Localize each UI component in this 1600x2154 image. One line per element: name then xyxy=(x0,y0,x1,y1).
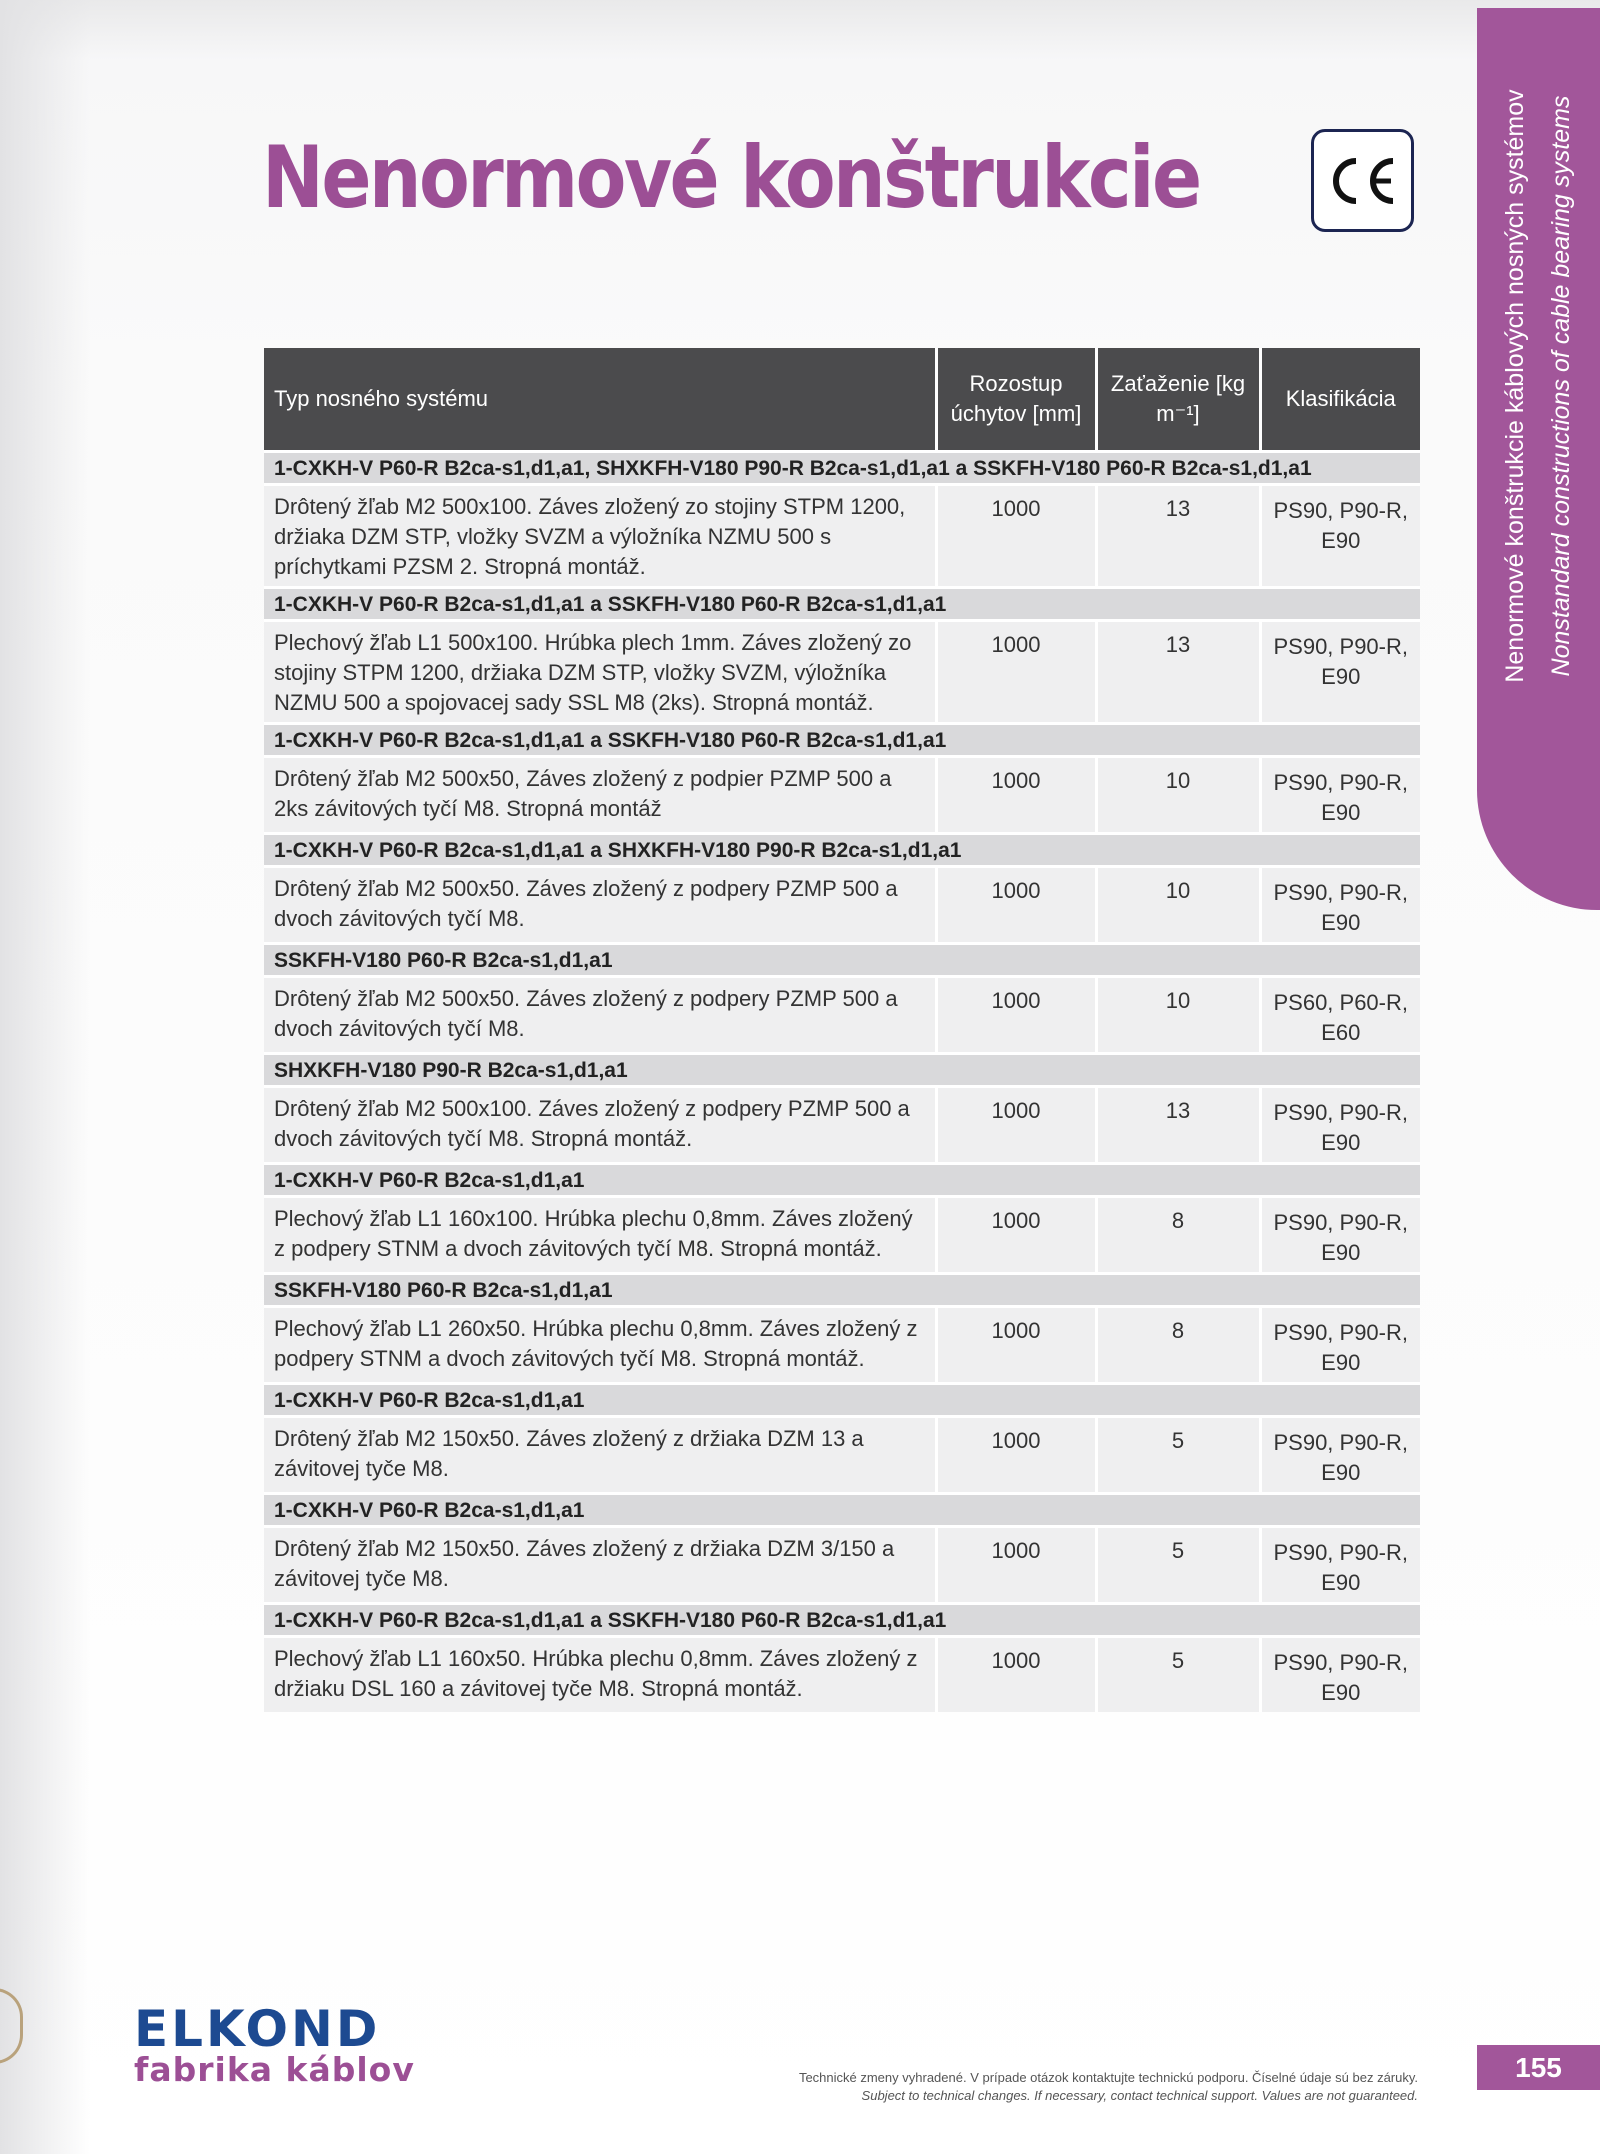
row-spacing: 1000 xyxy=(936,1087,1096,1164)
table-row xyxy=(264,621,1420,724)
row-description: Drôtený žľab M2 500x50. Záves zložený z podpery PZMP 500 a dvoch závitových tyčí M8. xyxy=(264,977,936,1054)
row-spacing: 1000 xyxy=(936,621,1096,724)
table-group-row xyxy=(264,1604,1420,1637)
table-row xyxy=(264,1637,1420,1713)
system-designation: 1-CXKH-V P60-R B2ca-s1,d1,a1 xyxy=(264,1384,1420,1417)
row-load: 13 xyxy=(1096,621,1260,724)
row-load: 10 xyxy=(1096,867,1260,944)
row-description: Plechový žľab L1 260x50. Hrúbka plechu 0,8mm. Záves zložený z podpery STNM a dvoch závitových tyčí M8. Stropná montáž. xyxy=(264,1307,936,1384)
table-row xyxy=(264,485,1420,588)
row-load: 8 xyxy=(1096,1307,1260,1384)
row-load: 13 xyxy=(1096,485,1260,588)
row-load: 5 xyxy=(1096,1527,1260,1604)
table-row xyxy=(264,1417,1420,1494)
row-description: Drôtený žľab M2 150x50. Záves zložený z držiaka DZM 13 a závitovej tyče M8. xyxy=(264,1417,936,1494)
row-description: Plechový žľab L1 160x50. Hrúbka plechu 0,8mm. Záves zložený z držiaku DSL 160 a závitovej tyče M8. Stropná montáž. xyxy=(264,1637,936,1713)
system-designation: SHXKFH-V180 P90-R B2ca-s1,d1,a1 xyxy=(264,1054,1420,1087)
page-title: Nenormové konštrukcie xyxy=(262,128,1200,228)
header-spacing: Rozostup úchytov [mm] xyxy=(936,348,1096,452)
table-group-row xyxy=(264,588,1420,621)
row-spacing: 1000 xyxy=(936,867,1096,944)
system-designation: 1-CXKH-V P60-R B2ca-s1,d1,a1, SHXKFH-V180 P90-R B2ca-s1,d1,a1 a SSKFH-V180 P60-R B2ca-s1,d1,a1 xyxy=(264,452,1420,485)
row-load: 10 xyxy=(1096,757,1260,834)
disclaimer-sk: Technické zmeny vyhradené. V prípade otázok kontaktujte technickú podporu. Číselné údaje sú bez záruky. xyxy=(798,2070,1418,2085)
system-designation: 1-CXKH-V P60-R B2ca-s1,d1,a1 a SHXKFH-V180 P90-R B2ca-s1,d1,a1 xyxy=(264,834,1420,867)
table-group-row xyxy=(264,1164,1420,1197)
row-description: Drôtený žľab M2 500x50. Záves zložený z podpery PZMP 500 a dvoch závitových tyčí M8. xyxy=(264,867,936,944)
ce-logo-icon xyxy=(1323,151,1403,211)
row-description: Drôtený žľab M2 500x100. Záves zložený z podpery PZMP 500 a dvoch závitových tyčí M8. Stropná montáž. xyxy=(264,1087,936,1164)
row-classification: PS90, P90-R, E90 xyxy=(1260,757,1420,834)
table-row xyxy=(264,757,1420,834)
table-row xyxy=(264,867,1420,944)
row-classification: PS90, P90-R, E90 xyxy=(1260,1527,1420,1604)
header-classification: Klasifikácia xyxy=(1260,348,1420,452)
page-shadow xyxy=(0,0,90,2154)
table-group-row xyxy=(264,1054,1420,1087)
table-group-row xyxy=(264,834,1420,867)
table-group-row xyxy=(264,944,1420,977)
company-logo: ELKOND xyxy=(134,2000,381,2058)
system-designation: SSKFH-V180 P60-R B2ca-s1,d1,a1 xyxy=(264,1274,1420,1307)
row-classification: PS90, P90-R, E90 xyxy=(1260,485,1420,588)
system-designation: 1-CXKH-V P60-R B2ca-s1,d1,a1 xyxy=(264,1494,1420,1527)
system-designation: 1-CXKH-V P60-R B2ca-s1,d1,a1 a SSKFH-V180 P60-R B2ca-s1,d1,a1 xyxy=(264,724,1420,757)
side-label-en: Nonstandard constructions of cable bearing systems xyxy=(1547,95,1575,677)
row-load: 8 xyxy=(1096,1197,1260,1274)
row-description: Drôtený žľab M2 500x100. Záves zložený zo stojiny STPM 1200, držiaka DZM STP, vložky SVZM a výložníka NZMU 500 s príchytkami PZSM 2. Stropná montáž. xyxy=(264,485,936,588)
row-spacing: 1000 xyxy=(936,1417,1096,1494)
header-type: Typ nosného systému xyxy=(264,348,936,452)
table-group-row xyxy=(264,1384,1420,1417)
table-group-row xyxy=(264,452,1420,485)
table-group-row xyxy=(264,1274,1420,1307)
ce-mark-icon xyxy=(1311,129,1414,232)
row-classification: PS90, P90-R, E90 xyxy=(1260,621,1420,724)
row-spacing: 1000 xyxy=(936,1307,1096,1384)
table-group-row xyxy=(264,724,1420,757)
row-spacing: 1000 xyxy=(936,1527,1096,1604)
table-row xyxy=(264,1087,1420,1164)
row-spacing: 1000 xyxy=(936,1197,1096,1274)
table-header-row xyxy=(264,348,1420,452)
table-group-row xyxy=(264,1494,1420,1527)
table-row xyxy=(264,977,1420,1054)
row-description: Drôtený žľab M2 150x50. Záves zložený z držiaka DZM 3/150 a závitovej tyče M8. xyxy=(264,1527,936,1604)
row-load: 10 xyxy=(1096,977,1260,1054)
specification-table xyxy=(264,348,1420,1712)
row-spacing: 1000 xyxy=(936,977,1096,1054)
row-classification: PS90, P90-R, E90 xyxy=(1260,867,1420,944)
row-load: 5 xyxy=(1096,1637,1260,1713)
disclaimer xyxy=(799,2069,1418,2105)
row-load: 5 xyxy=(1096,1417,1260,1494)
row-description: Plechový žľab L1 160x100. Hrúbka plechu 0,8mm. Záves zložený z podpery STNM a dvoch závitových tyčí M8. Stropná montáž. xyxy=(264,1197,936,1274)
table-row xyxy=(264,1197,1420,1274)
row-classification: PS60, P60-R, E60 xyxy=(1260,977,1420,1054)
system-designation: SSKFH-V180 P60-R B2ca-s1,d1,a1 xyxy=(264,944,1420,977)
row-spacing: 1000 xyxy=(936,757,1096,834)
side-label-sk: Nenormové konštrukcie káblových nosných systémov xyxy=(1501,89,1529,683)
row-classification: PS90, P90-R, E90 xyxy=(1260,1197,1420,1274)
row-classification: PS90, P90-R, E90 xyxy=(1260,1417,1420,1494)
header-load: Zaťaženie [kg m⁻¹] xyxy=(1096,348,1260,452)
table-body xyxy=(264,452,1420,1713)
page-number: 155 xyxy=(1477,2045,1600,2090)
table-row xyxy=(264,1527,1420,1604)
row-description: Plechový žľab L1 500x100. Hrúbka plech 1mm. Záves zložený zo stojiny STPM 1200, držiaka DZM STP, vložky SVZM, výložníka NZMU 500 a spojovacej sady SSL M8 (2ks). Stropná montáž. xyxy=(264,621,936,724)
company-tagline: fabrika káblov xyxy=(134,2050,415,2089)
row-spacing: 1000 xyxy=(936,1637,1096,1713)
section-side-label xyxy=(1492,66,1584,706)
system-designation: 1-CXKH-V P60-R B2ca-s1,d1,a1 a SSKFH-V180 P60-R B2ca-s1,d1,a1 xyxy=(264,588,1420,621)
row-classification: PS90, P90-R, E90 xyxy=(1260,1637,1420,1713)
row-load: 13 xyxy=(1096,1087,1260,1164)
row-classification: PS90, P90-R, E90 xyxy=(1260,1307,1420,1384)
row-description: Drôtený žľab M2 500x50, Záves zložený z podpier PZMP 500 a 2ks závitových tyčí M8. Stropná montáž xyxy=(264,757,936,834)
row-spacing: 1000 xyxy=(936,485,1096,588)
disclaimer-en: Subject to technical changes. If necessary, contact technical support. Values are not guaranteed. xyxy=(861,2088,1418,2103)
row-classification: PS90, P90-R, E90 xyxy=(1260,1087,1420,1164)
table-row xyxy=(264,1307,1420,1384)
system-designation: 1-CXKH-V P60-R B2ca-s1,d1,a1 a SSKFH-V180 P60-R B2ca-s1,d1,a1 xyxy=(264,1604,1420,1637)
system-designation: 1-CXKH-V P60-R B2ca-s1,d1,a1 xyxy=(264,1164,1420,1197)
